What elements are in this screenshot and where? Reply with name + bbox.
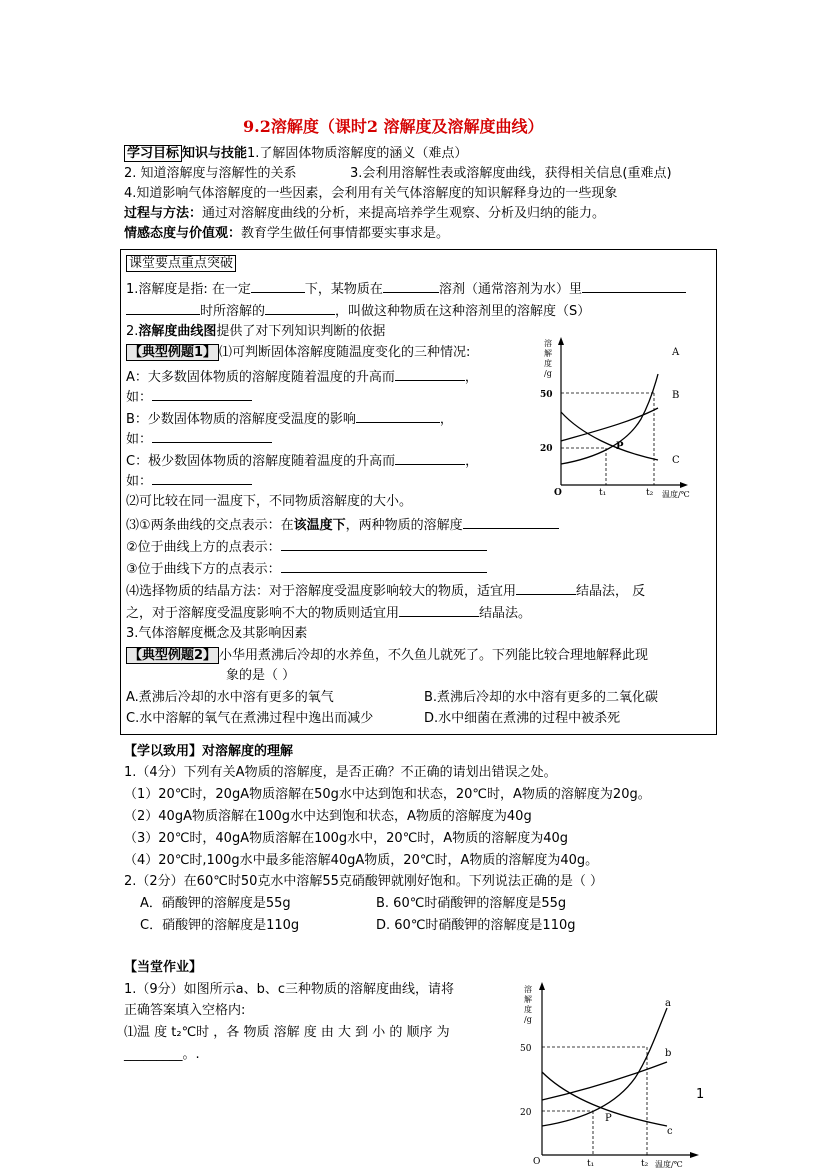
x-axis-label: 温度/℃ (655, 1160, 683, 1168)
y-axis-label-4: /g (524, 1015, 532, 1024)
homework-q1b: 正确答案填入空格内: (124, 1003, 246, 1018)
label-c: c (667, 1126, 673, 1137)
knowledge-head: 知识与技能 (182, 146, 248, 161)
y-tick-20: 20 (520, 1108, 532, 1118)
blank-case-a[interactable] (395, 368, 465, 381)
blank-p4-2[interactable] (399, 604, 479, 617)
emotion-text: 教育学生做任何事情都要实事求是。 (241, 226, 450, 241)
x-tick-t1: t₁ (599, 488, 607, 498)
case-b (126, 410, 453, 428)
apply-q2-b[interactable]: B. 60℃时硝酸钾的溶解度是55g (376, 896, 567, 911)
label-b: b (665, 1048, 672, 1059)
process-head: 过程与方法： (124, 206, 203, 221)
case-b-eg (126, 430, 272, 448)
apply-q2-a[interactable]: A．硝酸钾的溶解度是55g (140, 896, 291, 911)
blank-case-c[interactable] (395, 452, 465, 465)
x-axis-arrow (690, 1152, 699, 1158)
case-c-text: C：极少数固体物质的溶解度随着温度的升高而 (126, 454, 396, 469)
point-3-1 (126, 516, 559, 534)
case-c (126, 452, 478, 470)
apply-q1-1: （1）20℃时，20gA物质溶解在50g水中达到饱和状态，20℃时，A物质的溶解度为20g。 (124, 787, 651, 802)
y-tick-20: 20 (540, 444, 553, 454)
y-axis-label-4: /g (544, 369, 552, 378)
def-e: ，叫做这种物质在这种溶剂里的溶解度（S） (335, 304, 591, 319)
example2-line (126, 648, 648, 664)
x-axis-label: 温度/℃ (662, 490, 690, 499)
eg-label: 如： (126, 432, 153, 447)
objective-3: 3.会利用溶解性表或溶解度曲线，获得相关信息(重难点) (350, 166, 672, 181)
def-a: 1.溶解度是指: 在一定 (126, 282, 251, 297)
case-a-eg (126, 388, 252, 406)
blank-case-a-eg[interactable] (152, 388, 252, 401)
case-a (126, 368, 478, 386)
label-b: B (672, 390, 680, 401)
origin-label: O (554, 488, 562, 498)
blank-def-5[interactable] (265, 302, 335, 315)
blank-case-b-eg[interactable] (152, 430, 272, 443)
curve-intro (126, 324, 385, 340)
p3a: ⑶①两条曲线的交点表示：在 (126, 518, 294, 533)
option-a[interactable]: A.煮沸后冷却的水中溶有更多的氧气 (126, 690, 334, 705)
def-b: 下，某物质在 (304, 282, 383, 297)
page-number: 1 (696, 1087, 705, 1102)
x-tick-t2: t₂ (646, 488, 654, 498)
apply-q1-3: （3）20℃时，40gA物质溶解在100g水中，20℃时，A物质的溶解度为40g (124, 831, 568, 846)
p3-3-text: ③位于曲线下方的点表示： (126, 562, 281, 577)
curve-a: 2. (126, 324, 139, 339)
p3c: ，两种物质的溶解度 (345, 518, 463, 533)
example2-text: 小华用煮沸后冷却的水养鱼，不久鱼儿就死了。下列能比较合理地解释此现 (219, 648, 649, 663)
curve-c (561, 412, 658, 460)
apply-q1: 1.（4分）下列有关A物质的溶解度，是否正确？不正确的请划出错误之处。 (124, 765, 557, 780)
blank-case-c-eg[interactable] (152, 472, 252, 485)
comma: ， (439, 412, 453, 427)
objectives-box-label: 学习目标 (124, 145, 182, 162)
label-p: P (616, 441, 624, 452)
point-3-2 (126, 538, 487, 556)
apply-q2-c[interactable]: C．硝酸钾的溶解度是110g (140, 918, 300, 933)
solubility-chart-1 (536, 334, 706, 502)
blank-def-4[interactable] (126, 302, 200, 315)
p3-2-text: ②位于曲线上方的点表示： (126, 540, 281, 555)
y-axis-label-2: 解 (524, 995, 532, 1004)
def-c: 溶剂（通常溶剂为水）里 (438, 282, 582, 297)
eg-label: 如： (126, 474, 153, 489)
process-line (124, 206, 605, 222)
objectives-line1 (124, 146, 467, 162)
origin-label: O (533, 1157, 541, 1167)
curve-a (542, 1008, 667, 1126)
x-tick-t1: t₁ (587, 1159, 595, 1168)
point-4-line2 (126, 604, 531, 622)
blank-case-b[interactable] (356, 410, 440, 423)
comma: ， (465, 454, 479, 469)
case-a-text: A：大多数固体物质的溶解度随着温度的升高而 (126, 370, 395, 385)
emotion-head: 情感态度与价值观： (124, 226, 242, 241)
y-axis-arrow (539, 982, 545, 990)
gas-solubility-head: 3.气体溶解度概念及其影响因素 (126, 626, 308, 641)
objective-4: 4.知道影响气体溶解度的一些因素，会利用有关气体溶解度的知识解释身边的一些现象 (124, 186, 618, 201)
solubility-chart-2 (515, 978, 705, 1168)
blank-def-1[interactable] (251, 280, 305, 293)
apply-q1-4: （4）20℃时,100g水中最多能溶解40gA物质，20℃时，A物质的溶解度为40g。 (124, 853, 599, 868)
example1-text: ⑴可判断固体溶解度随温度变化的三种情况: (219, 345, 471, 360)
apply-q2-d[interactable]: D. 60℃时硝酸钾的溶解度是110g (376, 918, 576, 933)
point-2: ⑵可比较在同一温度下，不同物质溶解度的大小。 (126, 494, 413, 509)
apply-q1-2: （2）40gA物质溶解在100g水中达到饱和状态，A物质的溶解度为40g (124, 809, 532, 824)
curve-b: 溶解度曲线图 (138, 324, 217, 339)
homework-q1d: _________。. (124, 1047, 200, 1062)
y-axis-label-3: 度 (544, 359, 552, 368)
curve-a (561, 374, 658, 464)
p3b: 该温度下 (293, 518, 346, 533)
p4d: 结晶法。 (479, 606, 532, 621)
y-axis-label-2: 解 (544, 349, 552, 358)
y-tick-50: 50 (540, 390, 553, 400)
comma: ， (464, 370, 478, 385)
homework-head: 【当堂作业】 (124, 960, 203, 975)
y-axis-label-1: 溶 (524, 985, 532, 994)
label-c: C (672, 455, 680, 466)
definition-line2 (126, 302, 590, 320)
blank-p3-2[interactable] (281, 538, 487, 551)
homework-q1: 1.（9分）如图所示a、b、c三种物质的溶解度曲线，请将 (124, 982, 455, 997)
process-text: 通过对溶解度曲线的分析，来提高培养学生观察、分析及归纳的能力。 (202, 206, 606, 221)
key-box-label: 课堂要点重点突破 (126, 255, 236, 272)
blank-p4-1[interactable] (516, 582, 576, 595)
example1-line (126, 345, 470, 361)
p4c: 之，对于溶解度受温度影响不大的物质则适宜用 (126, 606, 400, 621)
definition-line1 (126, 280, 686, 298)
label-p: P (605, 1113, 612, 1124)
example2-text2: 象的是（ ） (226, 668, 296, 683)
example2-tag: 【典型例题2】 (126, 647, 219, 664)
x-axis-arrow (680, 482, 688, 488)
label-a: a (665, 998, 671, 1009)
p4b: 结晶法， 反 (576, 584, 646, 599)
case-b-text: B：少数固体物质的溶解度受温度的影响 (126, 412, 356, 427)
option-d[interactable]: D.水中细菌在煮沸的过程中被杀死 (424, 711, 621, 726)
p4a: ⑷选择物质的结晶方法：对于溶解度受温度影响较大的物质，适宜用 (126, 584, 517, 599)
eg-label: 如： (126, 390, 153, 405)
curve-c: 提供了对下列知识判断的依据 (216, 324, 386, 339)
point-4-line1 (126, 582, 645, 600)
key-box-label-row (126, 256, 236, 272)
y-tick-50: 50 (520, 1044, 532, 1054)
def-d: 时所溶解的 (200, 304, 266, 319)
point-3-3 (126, 560, 487, 578)
blank-p3-1[interactable] (463, 516, 559, 529)
blank-def-3[interactable] (582, 280, 686, 293)
blank-p3-3[interactable] (281, 560, 487, 573)
x-tick-t2: t₂ (641, 1159, 649, 1168)
example1-tag: 【典型例题1】 (126, 344, 219, 361)
apply-head: 【学以致用】对溶解度的理解 (124, 744, 294, 759)
page-title: 9.2溶解度（课时2 溶解度及溶解度曲线） (243, 117, 544, 136)
y-axis-label-3: 度 (524, 1005, 532, 1014)
option-b[interactable]: B.煮沸后冷却的水中溶有更多的二氧化碳 (424, 690, 659, 705)
apply-q2: 2.（2分）在60℃时50克水中溶解55克硝酸钾就刚好饱和。下列说法正确的是（ ） (124, 874, 604, 889)
case-c-eg (126, 472, 252, 490)
y-axis-arrow (558, 337, 564, 345)
homework-q1c: ⑴温 度 t₂℃时 ，各 物质 溶解 度 由 大 到 小 的 顺序 为 (124, 1025, 450, 1040)
emotion-line (124, 226, 449, 242)
blank-def-2[interactable] (383, 280, 439, 293)
curve-b (542, 1062, 667, 1100)
label-a: A (672, 347, 680, 358)
objective-1: 1.了解固体物质溶解度的涵义（难点） (247, 146, 468, 161)
objective-2: 2. 知道溶解度与溶解性的关系 (124, 166, 297, 181)
option-c[interactable]: C.水中溶解的氧气在煮沸过程中逸出而减少 (126, 711, 374, 726)
y-axis-label-1: 溶 (544, 339, 552, 348)
